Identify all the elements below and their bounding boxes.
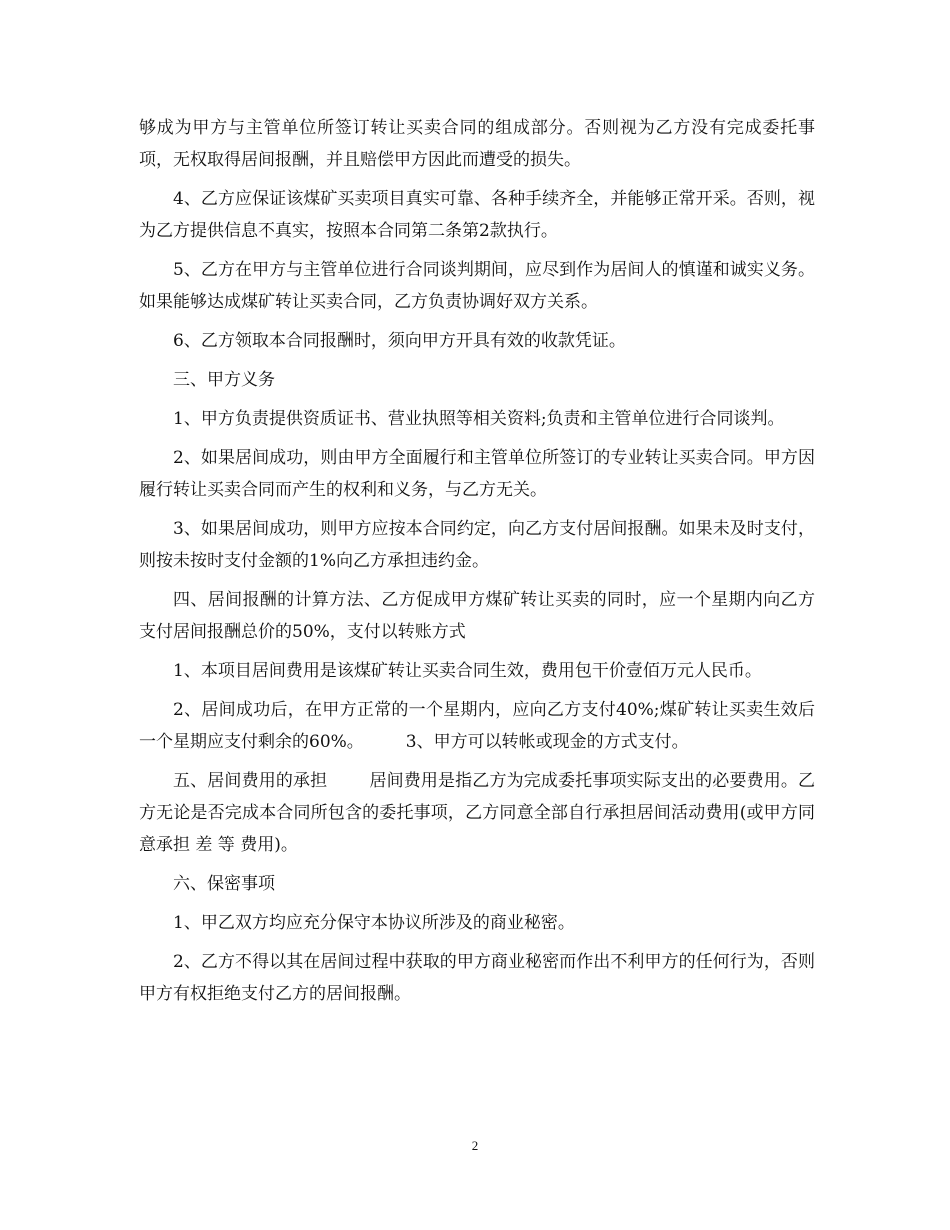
paragraph-clause-6: 6、乙方领取本合同报酬时，须向甲方开具有效的收款凭证。 <box>173 331 626 351</box>
fee-clause-2-text: 2、居间成功后，在甲方正常的一个星期内，应向乙方支付40%;煤矿转让买卖生效后一个星期应支付剩余的60%。 <box>139 700 815 752</box>
paragraph-confidentiality-clause-2: 2、乙方不得以其在居间过程中获取的甲方商业秘密而作出不利甲方的任何行为，否则甲方有权拒绝支付乙方的居间报酬。 <box>139 952 815 1004</box>
paragraph-party-a-clause-3: 3、如果居间成功，则甲方应按本合同约定，向乙方支付居间报酬。如果未及时支付，则按未按时支付金额的1%向乙方承担违约金。 <box>139 519 815 571</box>
paragraph-party-a-clause-1: 1、甲方负责提供资质证书、营业执照等相关资料;负责和主管单位进行合同谈判。 <box>173 409 785 429</box>
fee-clause-3-text: 3、甲方可以转帐或现金的方式支付。 <box>405 732 689 752</box>
section-heading-party-a-obligations: 三、甲方义务 <box>173 370 275 390</box>
page-number: 2 <box>471 1138 479 1153</box>
section-heading-fee-calculation: 四、居间报酬的计算方法、乙方促成甲方煤矿转让买卖的同时，应一个星期内向乙方支付居间报酬总价的50%，支付以转账方式 <box>139 590 815 642</box>
paragraph-clause-5: 5、乙方在甲方与主管单位进行合同谈判期间，应尽到作为居间人的慎谨和诚实义务。如果能够达成煤矿转让买卖合同，乙方负责协调好双方关系。 <box>139 260 815 312</box>
fee-burden-text: 居间费用是指乙方为完成委托事项实际支出的必要费用。乙方无论是否完成本合同所包含的委托事项，乙方同意全部自行承担居间活动费用(或甲方同意承担 差 等 费用)。 <box>139 771 816 855</box>
paragraph-confidentiality-clause-1: 1、甲乙双方均应充分保守本协议所涉及的商业秘密。 <box>173 913 575 933</box>
paragraph-clause-4: 4、乙方应保证该煤矿买卖项目真实可靠、各种手续齐全，并能够正常开采。否则，视为乙方提供信息不真实，按照本合同第二条第2款执行。 <box>139 189 815 241</box>
document-body <box>139 112 815 1017</box>
paragraph-fee-clause-1: 1、本项目居间费用是该煤矿转让买卖合同生效，费用包干价壹佰万元人民币。 <box>173 661 762 681</box>
paragraph-fee-clause-2-and-3 <box>139 694 815 758</box>
paragraph-fee-burden <box>139 765 815 861</box>
section-heading-fee-burden: 五、居间费用的承担 <box>173 771 328 791</box>
paragraph-party-a-clause-2: 2、如果居间成功，则由甲方全面履行和主管单位所签订的专业转让买卖合同。甲方因履行转让买卖合同而产生的权利和义务，与乙方无关。 <box>139 448 815 500</box>
paragraph-continuation: 够成为甲方与主管单位所签订转让买卖合同的组成部分。否则视为乙方没有完成委托事项，无权取得居间报酬，并且赔偿甲方因此而遭受的损失。 <box>139 118 815 170</box>
section-heading-confidentiality: 六、保密事项 <box>173 874 275 894</box>
